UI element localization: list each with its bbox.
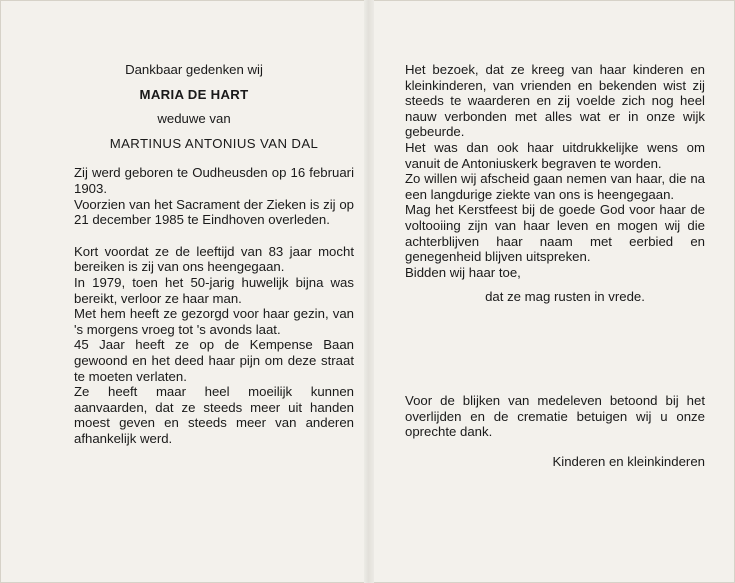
dependence-paragraph: Ze heeft maar heel moeilijk kunnen aanvaarden, dat ze steeds meer uit handen moest geven en steeds meer van anderen afhankelijk werd.	[74, 384, 354, 446]
signature-line: Kinderen en kleinkinderen	[552, 453, 705, 469]
sacrament-paragraph: Voorzien van het Sacrament der Zieken is zij op 21 december 1985 te Eindhoven overleden.	[74, 196, 354, 228]
left-column	[74, 62, 354, 446]
deceased-name: MARIA DE HART	[139, 86, 249, 102]
family-paragraph: Met hem heeft ze gezorgd voor haar gezin, van 's morgens vroeg tot 's avonds laat.	[74, 306, 354, 337]
rest-line: dat ze mag rusten in vrede.	[485, 289, 645, 305]
spouse-name: MARTINUS ANTONIUS VAN DAL	[109, 135, 319, 151]
thanks-paragraph: Voor de blijken van medeleven betoond bij het overlijden en de crematie betuigen wij u onze oprechte dank.	[405, 392, 705, 440]
birth-paragraph: Zij werd geboren te Oudheusden op 16 februari 1903.	[74, 165, 354, 196]
card-fold	[364, 0, 374, 583]
farewell-paragraph: Zo willen wij afscheid gaan nemen van haar, die na een langdurige ziekte van ons is heengegaan.	[405, 171, 705, 202]
age-paragraph: Kort voordat ze de leeftijd van 83 jaar mocht bereiken is zij van ons heengegaan.	[74, 243, 354, 275]
marriage-paragraph: In 1979, toen het 50-jarig huwelijk bijna was bereikt, verloor ze haar man.	[74, 274, 354, 306]
relation-line: weduwe van	[157, 111, 231, 127]
visits-paragraph: Het bezoek, dat ze kreeg van haar kinderen en kleinkinderen, van vrienden en bekenden wist zij steeds te waarderen en zij voelde zich nog heel nauw verbonden met alles wat er in onze wijk gebeurde.	[405, 62, 705, 140]
christmas-paragraph: Mag het Kerstfeest bij de goede God voor haar de voltooiing zijn van haar leven en mogen wij die achterblijven haar naam met eerbied en genegenheid blijven uitspreken.	[405, 202, 705, 265]
intro-line: Dankbaar gedenken wij	[125, 62, 263, 77]
right-column	[405, 62, 705, 469]
prayer-line: Bidden wij haar toe,	[405, 264, 521, 280]
residence-paragraph: 45 Jaar heeft ze op de Kempense Baan gewoond en het deed haar pijn om deze straat te moeten verlaten.	[74, 337, 354, 384]
wish-paragraph: Het was dan ook haar uitdrukkelijke wens om vanuit de Antoniuskerk begraven te worden.	[405, 139, 705, 171]
